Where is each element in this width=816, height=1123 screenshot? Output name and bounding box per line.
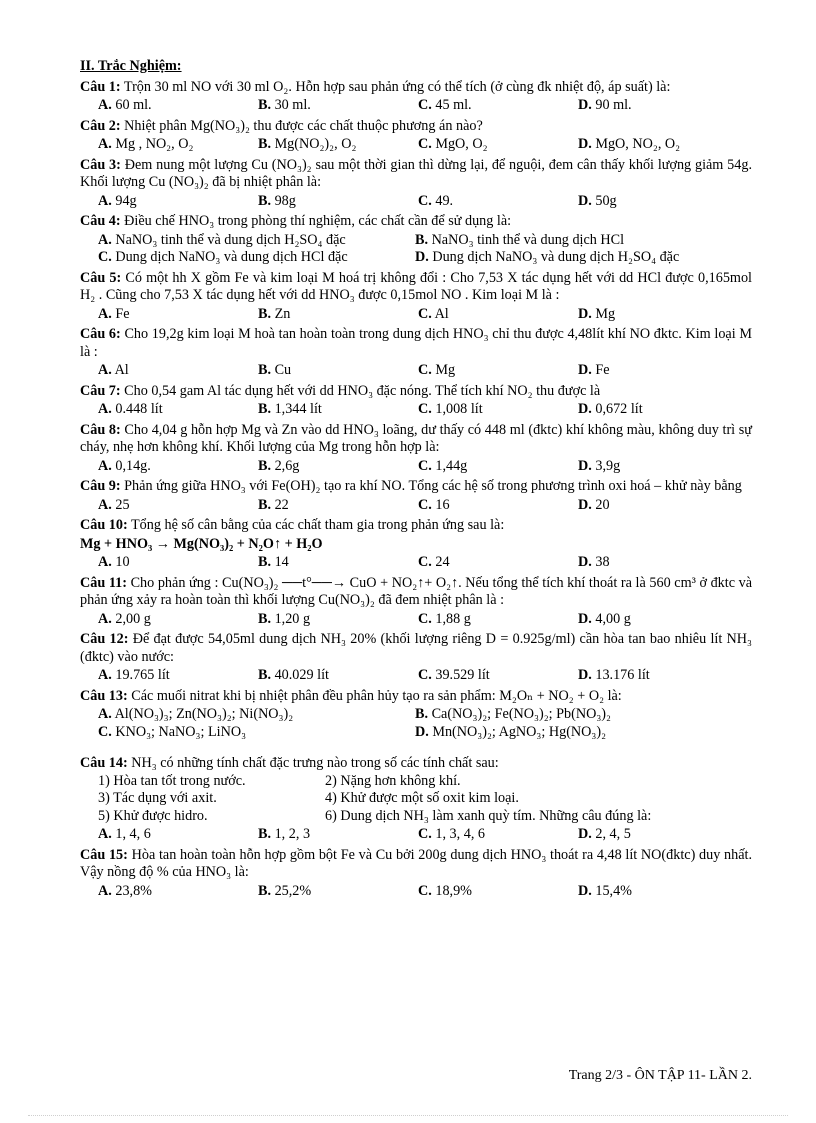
- option-text: 25,2%: [274, 882, 312, 899]
- answer-option[interactable]: [578, 611, 738, 629]
- option-text: 39.529 lít: [435, 667, 490, 683]
- option-letter: C.: [98, 723, 112, 740]
- option-text: 1,20 g: [274, 610, 311, 627]
- exam-page: [80, 58, 752, 900]
- option-text: 1,344 lít: [274, 401, 322, 417]
- option-text: 4,00 g: [595, 610, 631, 627]
- option-text: Fe: [595, 362, 610, 378]
- answer-option[interactable]: [98, 97, 258, 115]
- option-text: 1, 3, 4, 6: [435, 826, 485, 842]
- option-letter: C.: [98, 249, 112, 265]
- question-1: [80, 79, 752, 115]
- option-text: 16: [435, 496, 450, 513]
- option-letter: A.: [98, 192, 112, 209]
- answer-option[interactable]: [98, 401, 258, 419]
- option-letter: B.: [415, 231, 429, 248]
- option-letter: C.: [418, 826, 432, 842]
- option-letter: C.: [418, 401, 432, 417]
- option-letter: B.: [258, 554, 272, 570]
- option-letter: D.: [578, 192, 592, 209]
- answer-option[interactable]: [258, 362, 418, 380]
- option-letter: A.: [98, 610, 112, 627]
- answer-option[interactable]: [418, 193, 578, 211]
- option-text: Mg(NO₂)₂, O₂: [274, 136, 357, 152]
- question-text: Có một hh X gồm Fe và kim loại M hoá trị không đổi : Cho 7,53 X tác dụng hết với dd HCl được 0,165mol H₂ . Cũng cho 7,53 X tác dụng hết với dd HNO₃ được 0,15mol NO . Kim loại M là :: [80, 269, 752, 303]
- option-letter: C.: [418, 192, 432, 209]
- question-label: Câu 8:: [80, 421, 121, 438]
- option-letter: D.: [578, 457, 592, 474]
- answer-option[interactable]: [98, 362, 258, 380]
- question-5: [80, 270, 752, 324]
- option-letter: B.: [258, 882, 272, 899]
- option-letter: A.: [98, 667, 112, 683]
- answer-option[interactable]: [98, 458, 258, 476]
- option-text: 18,9%: [435, 882, 472, 899]
- option-letter: A.: [98, 136, 112, 152]
- option-letter: B.: [258, 192, 272, 209]
- option-text: 40.029 lít: [274, 667, 329, 683]
- option-letter: D.: [578, 496, 592, 513]
- option-letter: B.: [258, 401, 272, 417]
- question-list: [80, 79, 752, 515]
- question-6: [80, 326, 752, 380]
- option-text: 23,8%: [115, 882, 152, 899]
- answer-option[interactable]: [415, 249, 732, 267]
- question-7: [80, 383, 752, 419]
- option-letter: C.: [418, 667, 432, 683]
- answer-option[interactable]: [415, 724, 732, 742]
- option-letter: D.: [578, 305, 592, 322]
- option-letter: A.: [98, 305, 112, 322]
- question-text: Trộn 30 ml NO với 30 ml O₂. Hỗn hợp sau phản ứng có thể tích (ở cùng đk nhiệt độ, áp suất) là:: [123, 78, 671, 95]
- option-letter: D.: [415, 249, 429, 265]
- option-text: 49.: [435, 192, 454, 209]
- option-text: 90 ml.: [595, 97, 632, 113]
- answer-option[interactable]: [578, 306, 738, 324]
- answer-option[interactable]: [258, 667, 418, 685]
- option-text: 24: [435, 554, 450, 570]
- option-text: Mg: [435, 362, 456, 378]
- answer-option[interactable]: [578, 497, 738, 515]
- option-letter: C.: [418, 554, 432, 570]
- question-8: [80, 422, 752, 476]
- option-letter: C.: [418, 305, 432, 322]
- answer-option[interactable]: [258, 497, 418, 515]
- question-9: [80, 478, 752, 514]
- option-letter: D.: [578, 97, 592, 113]
- option-text: 19.765 lít: [115, 667, 170, 683]
- question-4: [80, 213, 752, 267]
- question-14: [80, 755, 752, 844]
- answer-option[interactable]: [98, 497, 258, 515]
- answer-option[interactable]: [418, 136, 578, 154]
- statement: 3) Tác dụng với axit.: [98, 790, 217, 806]
- answer-option[interactable]: [578, 667, 738, 685]
- option-text: 38: [595, 554, 610, 570]
- option-letter: A.: [98, 882, 112, 899]
- option-text: 60 ml.: [115, 97, 152, 113]
- question-10: [80, 517, 752, 572]
- answer-option[interactable]: [98, 611, 258, 629]
- section-title: II. Trắc Nghiệm:: [80, 58, 182, 74]
- question-text: Cho 4,04 g hỗn hợp Mg và Zn vào dd HNO₃ loãng, dư thấy có 448 ml (đktc) khí không màu, không duy trì sự cháy, nhẹ hơn không khí. Khối lượng của Mg trong hỗn hợp là:: [80, 421, 752, 455]
- option-text: 13.176 lít: [595, 667, 650, 683]
- question-2: [80, 118, 752, 154]
- option-letter: C.: [418, 457, 432, 474]
- option-text: 1,008 lít: [435, 401, 483, 417]
- option-text: 20: [595, 496, 610, 513]
- question-label: Câu 4:: [80, 213, 121, 229]
- question-text: Cho 19,2g kim loại M hoà tan hoàn toàn trong dung dịch HNO₃ chỉ thu được 4,48lít khí NO đktc. Kim loại M là :: [80, 326, 752, 360]
- option-letter: B.: [258, 457, 272, 474]
- option-letter: B.: [258, 667, 272, 683]
- answer-option[interactable]: [418, 458, 578, 476]
- option-text: NaNO₃ tinh thể và dung dịch H₂SO₄ đặc: [115, 231, 346, 248]
- answer-option[interactable]: [418, 554, 578, 572]
- question-11: [80, 575, 752, 629]
- option-letter: C.: [418, 97, 432, 113]
- answer-option[interactable]: [258, 611, 418, 629]
- answer-option[interactable]: [98, 883, 258, 901]
- option-text: 98g: [274, 192, 296, 209]
- answer-option[interactable]: [418, 362, 578, 380]
- option-text: 3,9g: [595, 457, 621, 474]
- page-footer: Trang 2/3 - ÔN TẬP 11- LẦN 2.: [568, 1068, 752, 1083]
- question-text: NH₃ có những tính chất đặc trưng nào trong số các tính chất sau:: [131, 755, 499, 771]
- option-text: 45 ml.: [435, 97, 472, 113]
- option-letter: B.: [258, 305, 272, 322]
- answer-option[interactable]: [578, 826, 738, 844]
- answer-option[interactable]: [258, 97, 418, 115]
- answer-option[interactable]: [578, 883, 738, 901]
- option-text: 1,44g: [435, 457, 468, 474]
- option-text: 25: [115, 496, 130, 513]
- answer-option[interactable]: [258, 136, 418, 154]
- option-text: Fe: [115, 305, 130, 322]
- option-letter: B.: [258, 362, 272, 378]
- question-15: [80, 847, 752, 901]
- option-text: MgO, O₂: [435, 136, 488, 152]
- answer-option[interactable]: [578, 362, 738, 380]
- answer-option[interactable]: [578, 401, 738, 419]
- answer-option[interactable]: [98, 306, 258, 324]
- answer-option[interactable]: [418, 826, 578, 844]
- option-letter: D.: [415, 723, 429, 740]
- question-text: Tổng hệ số cân bằng của các chất tham gia trong phản ứng sau là:: [131, 517, 505, 533]
- option-letter: D.: [578, 401, 592, 417]
- answer-option[interactable]: [418, 97, 578, 115]
- answer-option[interactable]: [578, 136, 738, 154]
- question-label: Câu 9:: [80, 478, 121, 494]
- answer-option[interactable]: [98, 826, 258, 844]
- option-letter: B.: [258, 496, 272, 513]
- option-text: Dung dịch NaNO₃ và dung dịch H₂SO₄ đặc: [432, 249, 680, 265]
- option-letter: C.: [418, 362, 432, 378]
- answer-option[interactable]: [578, 458, 738, 476]
- question-label: Câu 15:: [80, 846, 128, 863]
- option-text: Dung dịch NaNO₃ và dung dịch HCl đặc: [115, 249, 348, 265]
- statement-list: [80, 773, 752, 826]
- option-letter: B.: [258, 136, 272, 152]
- answer-option[interactable]: [418, 497, 578, 515]
- page-divider: [28, 1115, 788, 1116]
- option-text: Al: [114, 362, 129, 378]
- option-letter: D.: [578, 826, 592, 842]
- option-letter: C.: [418, 610, 432, 627]
- question-text: Hòa tan hoàn toàn hỗn hợp gồm bột Fe và Cu bởi 200g dung dịch HNO₃ thoát ra 4,48 lít NO(đktc) duy nhất. Vậy nồng độ % của HNO₃ là:: [80, 846, 753, 880]
- question-text: Đem nung một lượng Cu (NO₃)₂ sau một thời gian thì dừng lại, để nguội, đem cân thấy khối lượng giảm 54g. Khối lượng Cu (NO₃)₂ đã bị nhiệt phân là:: [80, 156, 753, 190]
- answer-option[interactable]: [418, 667, 578, 685]
- option-text: 30 ml.: [274, 97, 311, 113]
- option-text: 50g: [595, 192, 617, 209]
- option-text: 0,672 lít: [595, 401, 643, 417]
- answer-option[interactable]: [578, 554, 738, 572]
- option-text: 2, 4, 5: [595, 826, 631, 842]
- option-letter: B.: [258, 610, 272, 627]
- answer-option[interactable]: [415, 232, 732, 250]
- question-label: Câu 3:: [80, 156, 121, 173]
- question-label: Câu 12:: [80, 631, 129, 647]
- option-letter: C.: [418, 136, 432, 152]
- option-letter: D.: [578, 554, 592, 570]
- answer-option[interactable]: [578, 193, 738, 211]
- option-letter: D.: [578, 362, 592, 378]
- question-label: Câu 14:: [80, 755, 128, 771]
- option-letter: B.: [258, 826, 272, 842]
- question-text: Điều chế HNO₃ trong phòng thí nghiệm, các chất cần để sử dụng là:: [124, 213, 512, 229]
- option-letter: B.: [258, 97, 272, 113]
- answer-option[interactable]: [98, 249, 415, 267]
- answer-option[interactable]: [98, 193, 258, 211]
- question-text: Cho phản ứng : Cu(NO₃)₂ ──t°──→ CuO + NO₂↑+ O₂↑. Nếu tổng thể tích khí thoát ra là 560 cm³ ở đktc và phản ứng xảy ra hoàn toàn thì khối lượng Cu(NO₃)₂ đã đem nhiệt phân là :: [80, 574, 752, 608]
- option-text: Mg , NO₂, O₂: [115, 136, 194, 152]
- option-text: Mg: [595, 305, 616, 322]
- answer-option[interactable]: [258, 401, 418, 419]
- answer-option[interactable]: [98, 724, 415, 742]
- option-text: 15,4%: [595, 882, 632, 899]
- option-text: 2,00 g: [115, 610, 151, 627]
- option-letter: A.: [98, 826, 112, 842]
- option-letter: D.: [578, 136, 592, 152]
- option-text: Ca(NO₃)₂; Fe(NO₃)₂; Pb(NO₃)₂: [431, 706, 611, 722]
- option-text: Mn(NO₃)₂; AgNO₃; Hg(NO₃)₂: [432, 723, 607, 740]
- option-letter: A.: [98, 362, 112, 378]
- option-text: 1, 4, 6: [115, 826, 151, 842]
- answer-option[interactable]: [258, 554, 418, 572]
- statement: 1) Hòa tan tốt trong nước.: [98, 772, 246, 789]
- statement: 5) Khử được hidro.: [98, 807, 208, 824]
- question-3: [80, 157, 752, 211]
- option-text: 1, 2, 3: [274, 826, 311, 842]
- option-text: 94g: [115, 192, 137, 209]
- option-text: 2,6g: [274, 457, 300, 474]
- question-12: [80, 631, 752, 685]
- option-text: Al: [434, 305, 449, 322]
- option-text: 14: [274, 554, 289, 570]
- option-letter: A.: [98, 496, 112, 513]
- answer-option[interactable]: [258, 193, 418, 211]
- question-label: Câu 2:: [80, 117, 121, 134]
- option-text: Cu: [274, 362, 292, 378]
- question-text: Để đạt được 54,05ml dung dịch NH₃ 20% (khối lượng riêng D = 0.925g/ml) cần hòa tan bao nhiêu lít NH₃ (đktc) vào nước:: [80, 631, 752, 665]
- option-letter: D.: [578, 667, 592, 683]
- option-letter: A.: [98, 554, 112, 570]
- question-text: Các muối nitrat khi bị nhiệt phân đều phân hủy tạo ra sản phẩm: M₂Oₙ + NO₂ + O₂ là:: [131, 687, 622, 704]
- answer-option[interactable]: [98, 136, 258, 154]
- option-text: NaNO₃ tinh thể và dung dịch HCl: [431, 231, 625, 248]
- answer-option[interactable]: [418, 401, 578, 419]
- question-label: Câu 7:: [80, 382, 121, 399]
- question-label: Câu 13:: [80, 687, 128, 704]
- answer-option[interactable]: [258, 883, 418, 901]
- option-text: Al(NO₃)₃; Zn(NO₃)₂; Ni(NO₃)₂: [114, 706, 294, 722]
- option-letter: A.: [98, 97, 112, 113]
- statement: 4) Khử được một số oxit kim loại.: [325, 790, 519, 806]
- option-text: 1,88 g: [435, 610, 471, 627]
- answer-option[interactable]: [258, 826, 418, 844]
- option-letter: D.: [578, 882, 592, 899]
- option-letter: C.: [418, 496, 432, 513]
- option-text: 10: [115, 554, 130, 570]
- question-text: Nhiệt phân Mg(NO₃)₂ thu được các chất thuộc phương án nào?: [124, 117, 483, 134]
- option-letter: A.: [98, 457, 112, 474]
- answer-option[interactable]: [98, 706, 415, 724]
- option-letter: A.: [98, 401, 112, 417]
- option-letter: C.: [418, 882, 432, 899]
- option-text: 0.448 lít: [115, 401, 163, 417]
- question-13: [80, 688, 752, 742]
- answer-option[interactable]: [98, 554, 258, 572]
- answer-option[interactable]: [418, 306, 578, 324]
- option-text: MgO, NO₂, O₂: [595, 136, 681, 152]
- option-letter: D.: [578, 610, 592, 627]
- answer-option[interactable]: [578, 97, 738, 115]
- answer-option[interactable]: [418, 611, 578, 629]
- option-letter: A.: [98, 706, 112, 722]
- question-label: Câu 1:: [80, 78, 121, 95]
- statement: 2) Nặng hơn không khí.: [325, 772, 461, 789]
- option-letter: A.: [98, 231, 112, 248]
- answer-option[interactable]: [98, 667, 258, 685]
- question-label: Câu 5:: [80, 269, 122, 286]
- option-text: 0,14g.: [115, 457, 151, 474]
- option-letter: B.: [415, 706, 429, 722]
- option-text: 22: [274, 496, 289, 513]
- answer-option[interactable]: [98, 232, 415, 250]
- answer-option[interactable]: [258, 306, 418, 324]
- statement: 6) Dung dịch NH₃ làm xanh quỳ tím. Những câu đúng là:: [325, 807, 652, 824]
- option-text: Zn: [274, 305, 291, 322]
- reaction-equation: Mg + HNO₃ → Mg(NO₃)₂ + N₂O↑ + H₂O: [80, 535, 323, 552]
- answer-option[interactable]: [258, 458, 418, 476]
- question-label: Câu 10:: [80, 517, 128, 533]
- question-text: Cho 0,54 gam Al tác dụng hết với dd HNO₃ đặc nóng. Thể tích khí NO₂ thu được là: [124, 382, 601, 399]
- option-text: KNO₃; NaNO₃; LiNO₃: [115, 723, 247, 740]
- question-text: Phản ứng giữa HNO₃ với Fe(OH)₂ tạo ra khí NO. Tổng các hệ số trong phương trình oxi hoá – khử này bằng: [124, 478, 742, 494]
- answer-option[interactable]: [415, 706, 732, 724]
- question-label: Câu 11:: [80, 574, 127, 591]
- answer-option[interactable]: [418, 883, 578, 901]
- question-label: Câu 6:: [80, 326, 121, 342]
